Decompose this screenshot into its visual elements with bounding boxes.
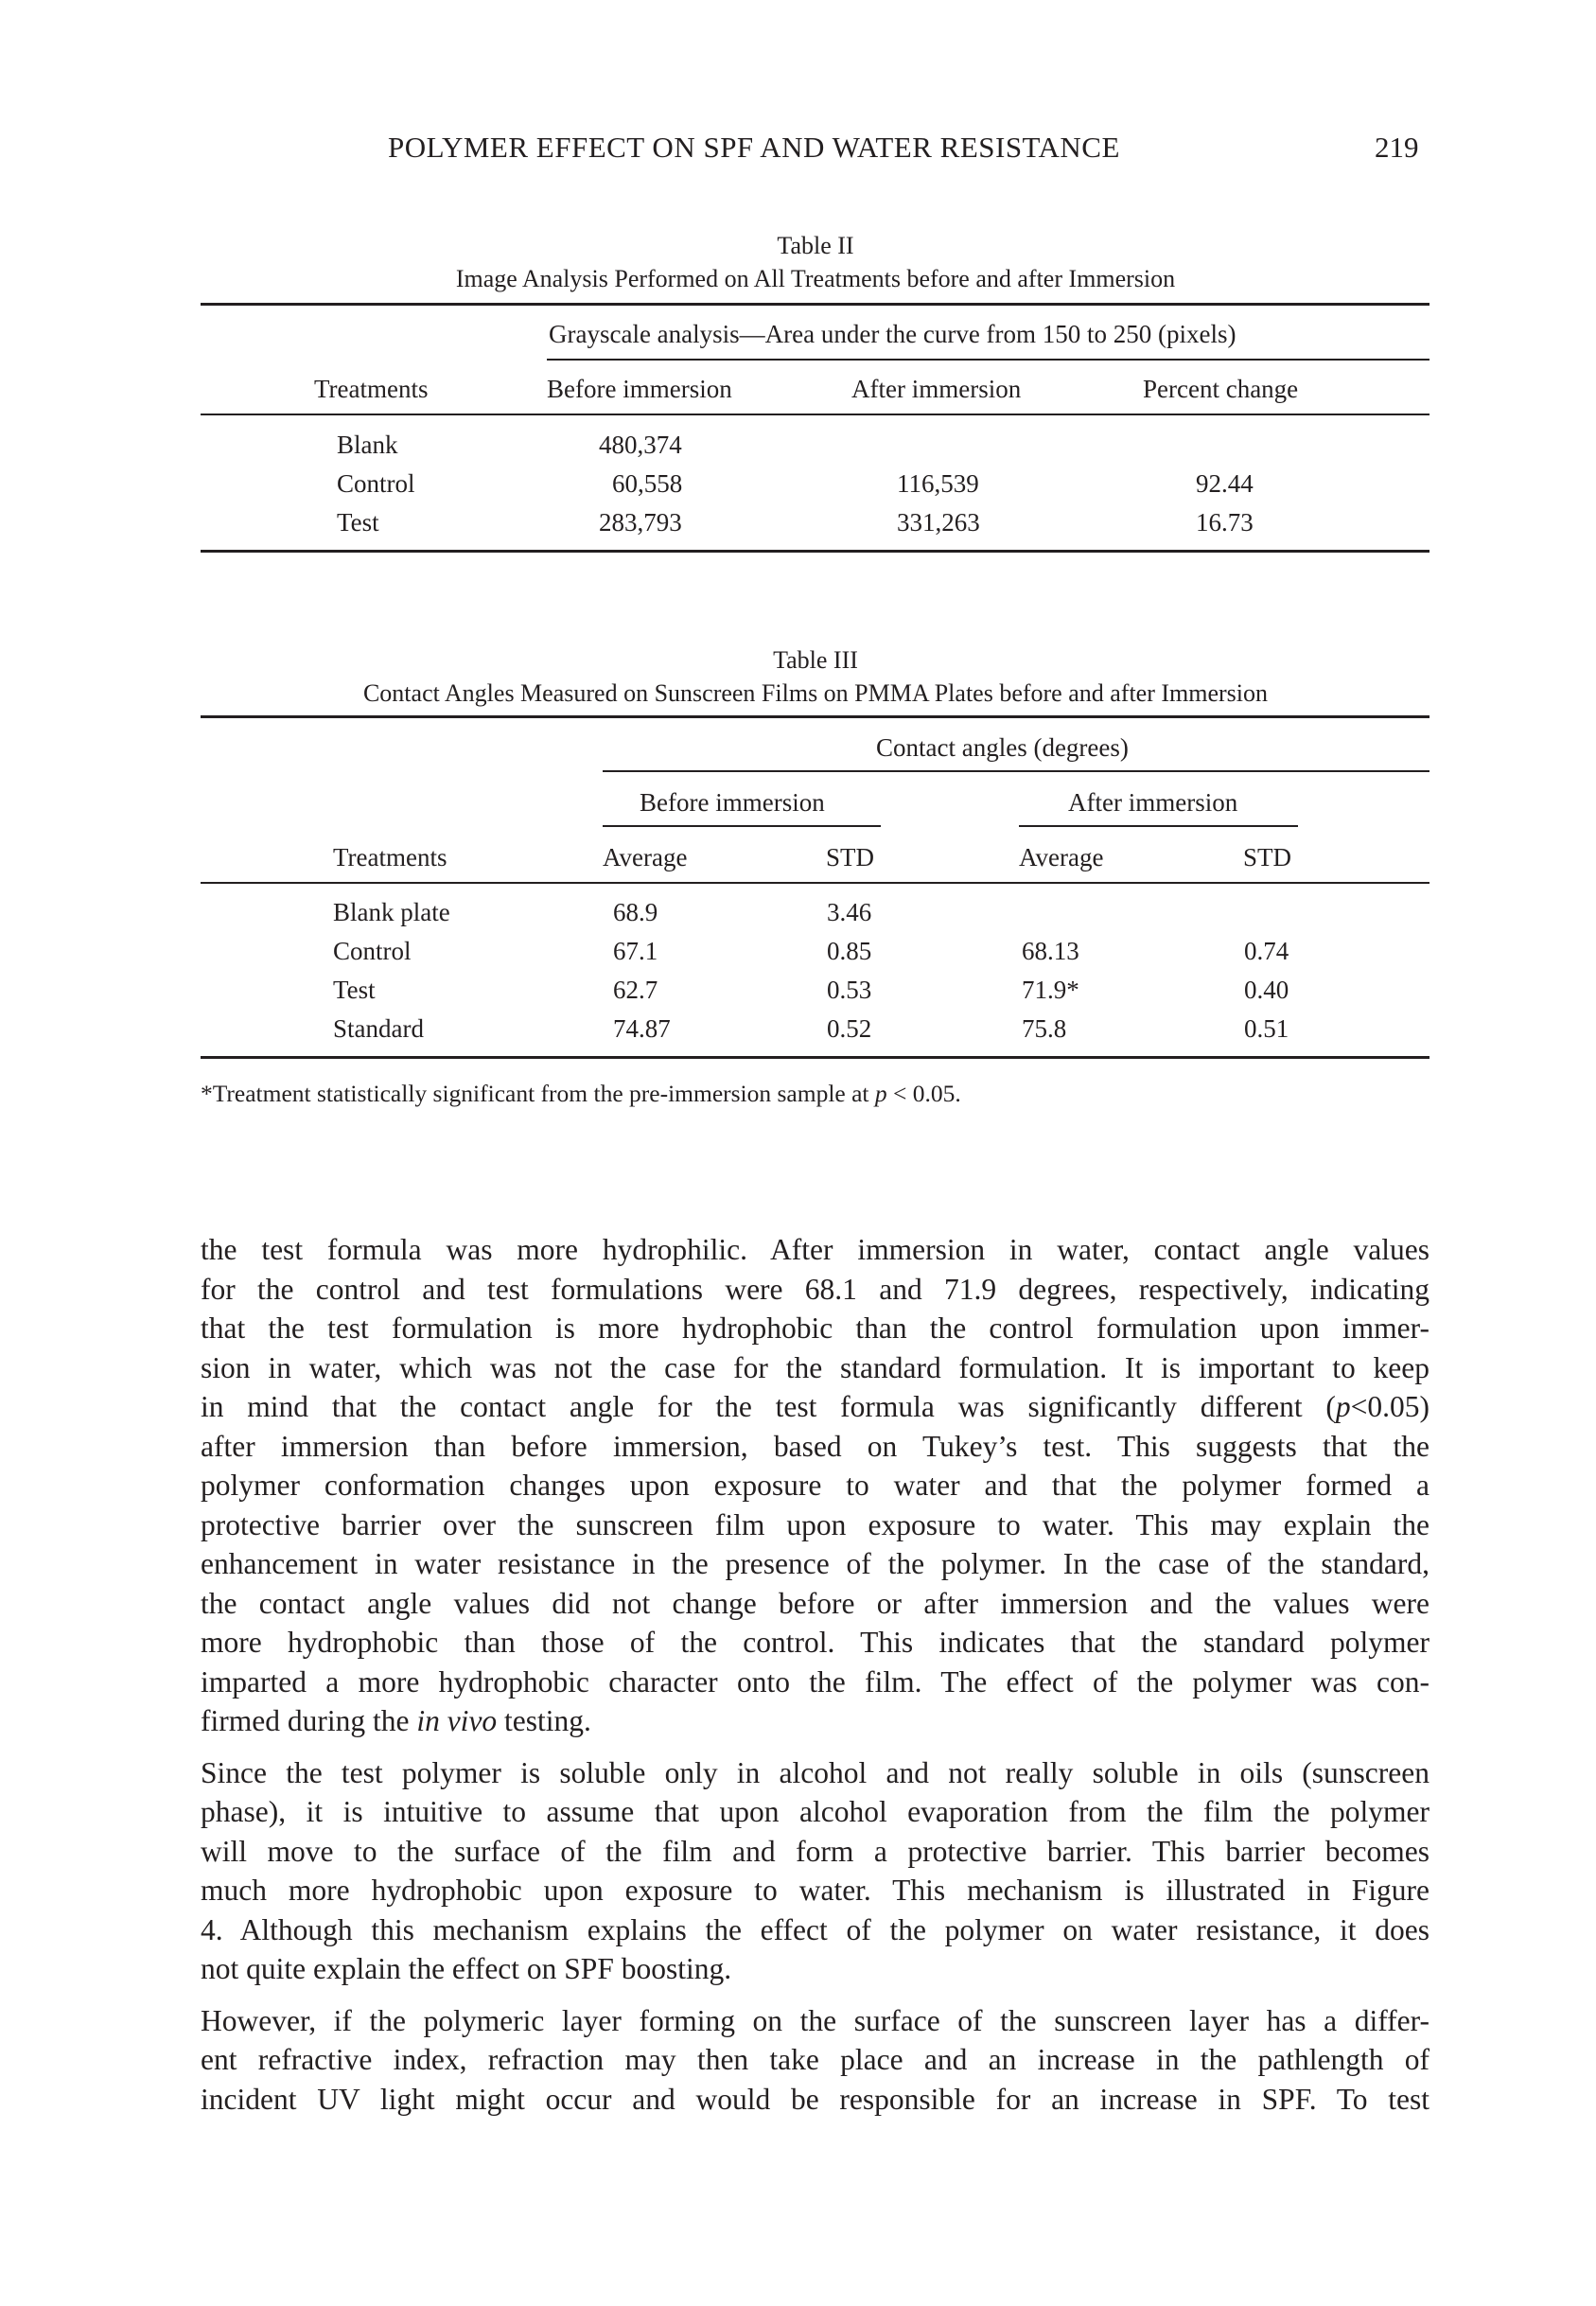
footnote-text-end: < 0.05. (886, 1080, 961, 1107)
before-std-cell: 0.85 (827, 937, 872, 965)
table-2-col-before: Before immersion (547, 375, 732, 403)
paragraph-2 (201, 1753, 1429, 1989)
table-2-header-rule (201, 414, 1429, 415)
after-std-cell: 0.74 (1244, 937, 1289, 965)
text-line: polymer conformation changes upon exposure to water and that the polymer formed a (201, 1469, 1429, 1502)
paragraph-1 (201, 1230, 1429, 1741)
table-2-col-percent: Percent change (1143, 375, 1299, 403)
text-line: incident UV light might occur and would be responsible for an increase in SPF. To test (201, 2082, 1429, 2116)
before-std-cell: 0.52 (827, 1014, 872, 1043)
before-average-cell: 74.87 (613, 1014, 671, 1043)
table-3-spanner: Contact angles (degrees) (876, 733, 1129, 762)
percent-cell: 92.44 (1196, 469, 1254, 498)
text-line: much more hydrophobic upon exposure to water. This mechanism is illustrated in Figure (201, 1874, 1429, 1907)
treatment-cell: Standard (333, 1014, 424, 1043)
p-symbol: p (1335, 1390, 1351, 1423)
text-line: the contact angle values did not change before or after immersion and the values were (201, 1586, 1429, 1620)
text-line: ent refractive index, refraction may then take place and an increase in the pathlength of (201, 2043, 1429, 2076)
text-line: 4. Although this mechanism explains the effect of the polymer on water resistance, it does (201, 1912, 1429, 1946)
text-line: phase), it is intuitive to assume that upon alcohol evaporation from the film the polymer (201, 1795, 1429, 1828)
percent-cell: 16.73 (1196, 508, 1254, 537)
table-2-spanner: Grayscale analysis—Area under the curve from 150 to 250 (pixels) (549, 320, 1236, 348)
treatment-cell: Test (333, 976, 376, 1004)
table-3-group-before-rule (603, 825, 881, 827)
text-line: However, if the polymeric layer forming on the surface of the sunscreen layer has a differ- (201, 2003, 1429, 2037)
footnote-text: *Treatment statistically significant from the pre-immersion sample at (201, 1080, 875, 1107)
after-std-cell: 0.40 (1244, 976, 1289, 1004)
table-3-label: Table III (773, 646, 858, 674)
text-run: in mind that the contact angle for the test formula was significantly different ( (201, 1390, 1336, 1423)
text-line: protective barrier over the sunscreen film upon exposure to water. This may explain the (201, 1507, 1429, 1541)
text-line (201, 1387, 1429, 1427)
after-average-cell: 68.13 (1022, 937, 1079, 965)
text-line: more hydrophobic than those of the control. This indicates that the standard polymer (201, 1626, 1429, 1659)
before-std-cell: 3.46 (827, 898, 872, 926)
table-3-caption: Contact Angles Measured on Sunscreen Films on PMMA Plates before and after Immersion (362, 679, 1269, 707)
table-3-group-before: Before immersion (640, 788, 825, 817)
table-2-col-treatments: Treatments (314, 375, 429, 403)
text-line: imparted a more hydrophobic character onto the film. The effect of the polymer was con- (201, 1664, 1429, 1699)
text-line: Since the test polymer is soluble only in alcohol and not really soluble in oils (sunscreen (201, 1755, 1429, 1789)
before-std-cell: 0.53 (827, 976, 872, 1004)
treatment-cell: Control (333, 937, 412, 965)
table-3-group-after: After immersion (1068, 788, 1238, 817)
treatment-cell: Blank (337, 431, 398, 459)
text-line (201, 1701, 1429, 1741)
table-2-spanner-rule (547, 359, 1429, 361)
table-2-bottom-rule (201, 550, 1429, 553)
before-cell: 60,558 (612, 469, 683, 498)
table-2-caption: Image Analysis Performed on All Treatments before and after Immersion (455, 265, 1176, 292)
page-number: 219 (1375, 131, 1419, 164)
running-title: POLYMER EFFECT ON SPF AND WATER RESISTANCE (388, 131, 1120, 164)
text-line: sion in water, which was not the case for the standard formulation. It is important to keep (201, 1350, 1429, 1384)
treatment-cell: Control (337, 469, 415, 498)
text-line: for the control and test formulations were 68.1 and 71.9 degrees, respectively, indicating (201, 1272, 1429, 1306)
before-cell: 283,793 (599, 508, 682, 537)
before-average-cell: 62.7 (613, 976, 658, 1004)
table-3-col-treatments: Treatments (333, 843, 447, 871)
after-cell: 116,539 (897, 469, 979, 498)
text-line: the test formula was more hydrophilic. After immersion in water, contact angle values (201, 1233, 1429, 1266)
text-line: after immersion than before immersion, based on Tukey’s test. This suggests that the (201, 1429, 1429, 1463)
after-cell: 331,263 (897, 508, 980, 537)
italic-term: in vivo (416, 1704, 498, 1737)
table-3-spanner-rule (603, 770, 1429, 772)
body-text (201, 1230, 1429, 2131)
table-3-bottom-rule (201, 1056, 1429, 1059)
table-3-footnote (201, 1080, 961, 1108)
table-3-group-after-rule (1019, 825, 1298, 827)
table-3-top-rule (201, 715, 1429, 718)
table-2-top-rule (201, 303, 1429, 306)
text-run: <0.05) (1350, 1390, 1429, 1423)
treatment-cell: Test (337, 508, 379, 537)
text-line: will move to the surface of the film and form a protective barrier. This barrier becomes (201, 1834, 1429, 1868)
before-average-cell: 67.1 (613, 937, 658, 965)
before-cell: 480,374 (599, 431, 682, 459)
footnote-p-symbol: p (874, 1080, 887, 1107)
table-3-col-before-std: STD (826, 843, 875, 871)
text-line: not quite explain the effect on SPF boosting. (201, 1952, 732, 1985)
paragraph-3 (201, 2001, 1429, 2120)
after-average-cell: 71.9* (1022, 976, 1079, 1004)
text-run: firmed during the (201, 1704, 417, 1737)
text-line: enhancement in water resistance in the presence of the polymer. In the case of the standard, (201, 1547, 1429, 1580)
after-std-cell: 0.51 (1244, 1014, 1289, 1043)
table-3-col-after-average: Average (1019, 843, 1104, 871)
before-average-cell: 68.9 (613, 898, 658, 926)
text-line: that the test formulation is more hydrophobic than the control formulation upon immer- (201, 1311, 1429, 1345)
table-2-label: Table II (777, 232, 854, 259)
after-average-cell: 75.8 (1022, 1014, 1067, 1043)
table-3-col-before-average: Average (603, 843, 688, 871)
treatment-cell: Blank plate (333, 898, 450, 926)
table-2-col-after: After immersion (851, 375, 1022, 403)
table-3-header-rule (201, 882, 1429, 884)
table-3-col-after-std: STD (1243, 843, 1292, 871)
text-run: testing. (497, 1704, 591, 1737)
